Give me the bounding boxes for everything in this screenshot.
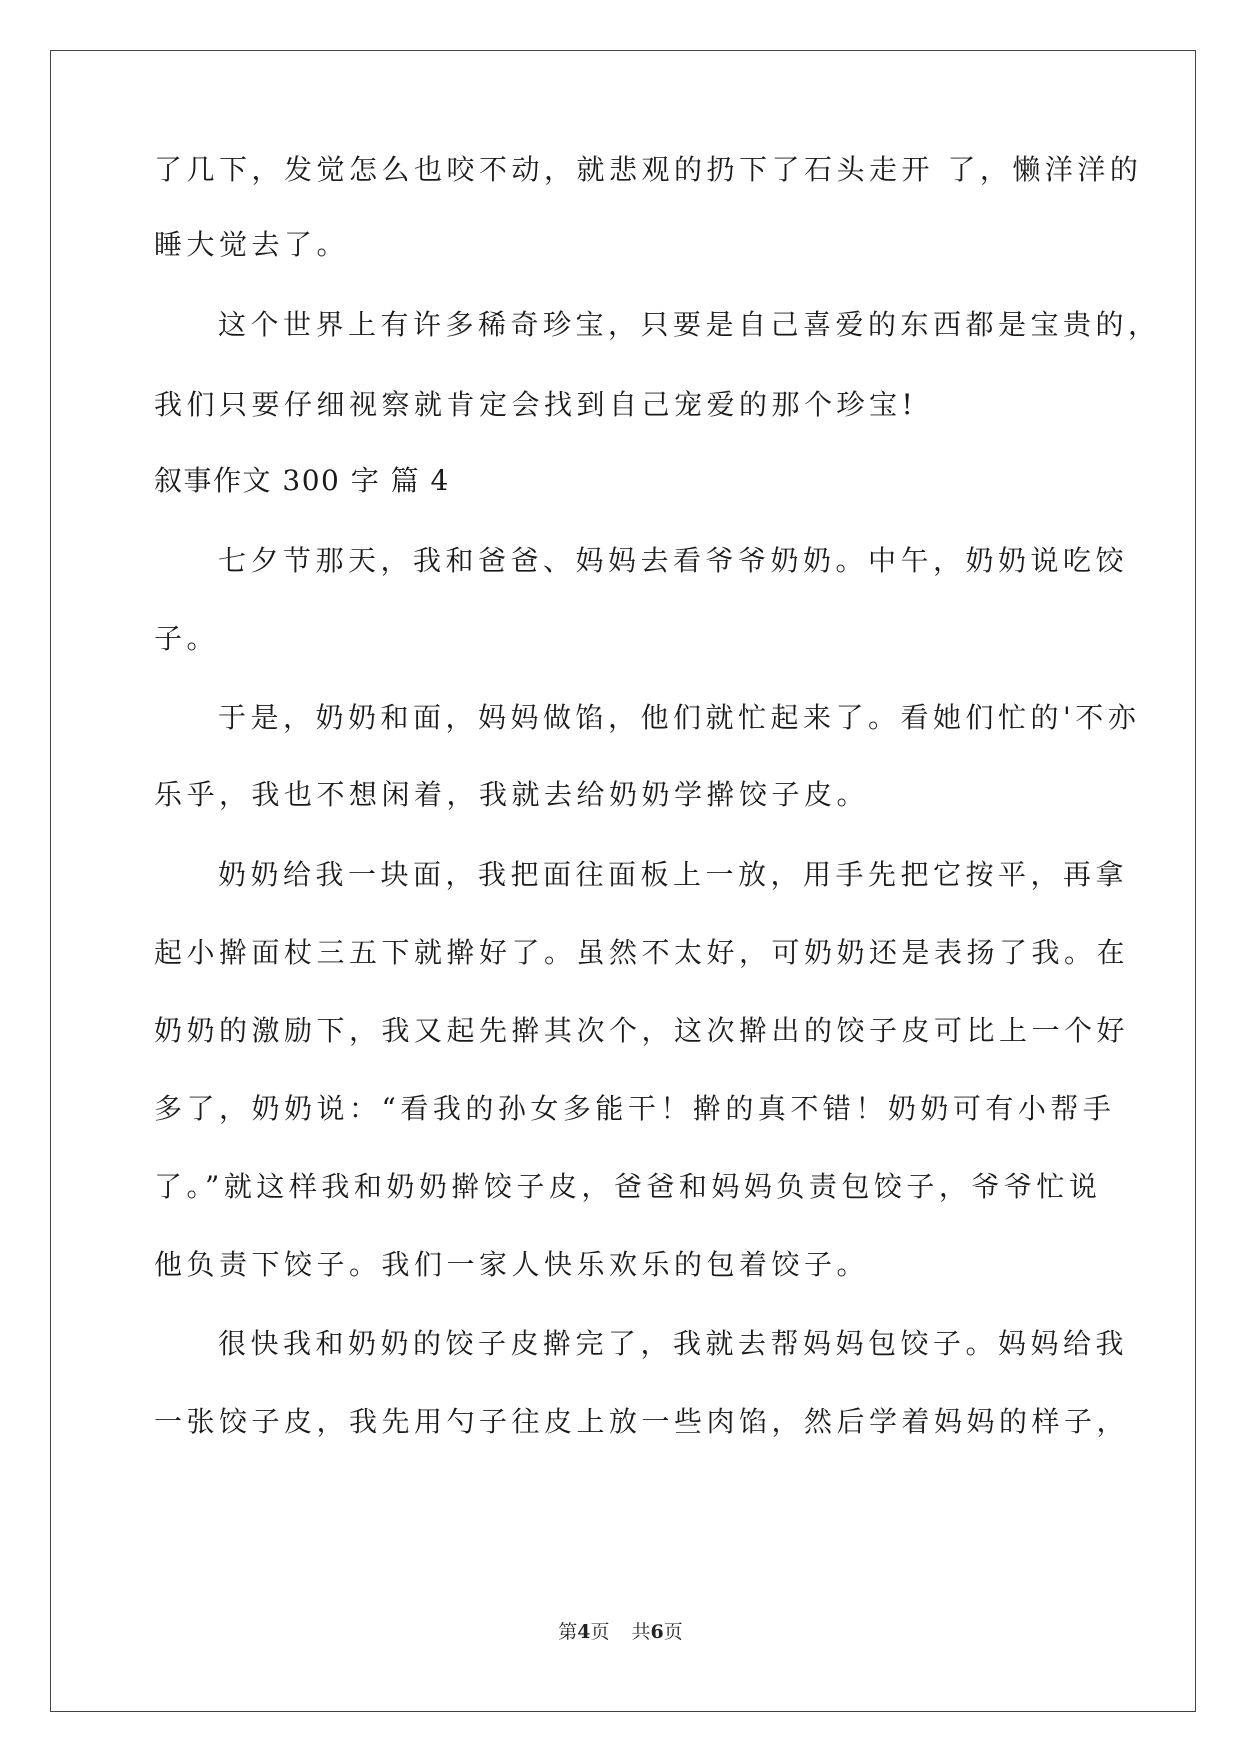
text-line: 一张饺子皮，我先用勺子往皮上放一些肉馅，然后学着妈妈的样子， <box>154 1405 1130 1438</box>
text-line: 子。 <box>154 622 220 655</box>
text-line: 多了，奶奶说：“看我的孙女多能干！擀的真不错！奶奶可有小帮手 <box>154 1092 1116 1125</box>
text-line: 奶奶的激励下，我又起先擀其次个，这次擀出的饺子皮可比上一个好 <box>154 1014 1130 1047</box>
section-heading: 叙事作文 300 字 篇 4 <box>154 464 450 497</box>
paragraph-first-line: 于是，奶奶和面，妈妈做馅，他们就忙起来了。看她们忙的'不亦 <box>218 701 1141 734</box>
paragraph-first-line: 七夕节那天，我和爸爸、妈妈去看爷爷奶奶。中午，奶奶说吃饺 <box>218 544 1129 577</box>
total-suffix: 页 <box>663 1621 683 1643</box>
paragraph-first-line: 奶奶给我一块面，我把面往面板上一放，用手先把它按平，再拿 <box>218 858 1129 891</box>
total-prefix: 共 <box>631 1621 651 1643</box>
text-line: 乐乎，我也不想闲着，我就去给奶奶学擀饺子皮。 <box>154 778 870 811</box>
text-line: 我们只要仔细视察就肯定会找到自己宠爱的那个珍宝! <box>154 388 918 421</box>
text-line: 他负责下饺子。我们一家人快乐欢乐的包着饺子。 <box>154 1248 870 1281</box>
paragraph-first-line: 这个世界上有许多稀奇珍宝，只要是自己喜爱的东西都是宝贵的， <box>218 308 1161 341</box>
text-line: 了。”就这样我和奶奶擀饺子皮，爸爸和妈妈负责包饺子，爷爷忙说 <box>154 1170 1102 1203</box>
text-line: 起小擀面杖三五下就擀好了。虽然不太好，可奶奶还是表扬了我。在 <box>154 936 1130 969</box>
page-suffix: 页 <box>590 1621 610 1643</box>
total-pages: 6 <box>650 1621 664 1643</box>
text-line: 睡大觉去了。 <box>154 228 350 261</box>
paragraph-first-line: 很快我和奶奶的饺子皮擀完了，我就去帮妈妈包饺子。妈妈给我 <box>218 1327 1129 1360</box>
text-line: 了几下，发觉怎么也咬不动，就悲观的扔下了石头走开 了，懒洋洋的 <box>154 153 1143 186</box>
page-footer <box>0 1617 1241 1644</box>
page-number: 4 <box>577 1621 591 1643</box>
page-prefix: 第 <box>558 1621 578 1643</box>
